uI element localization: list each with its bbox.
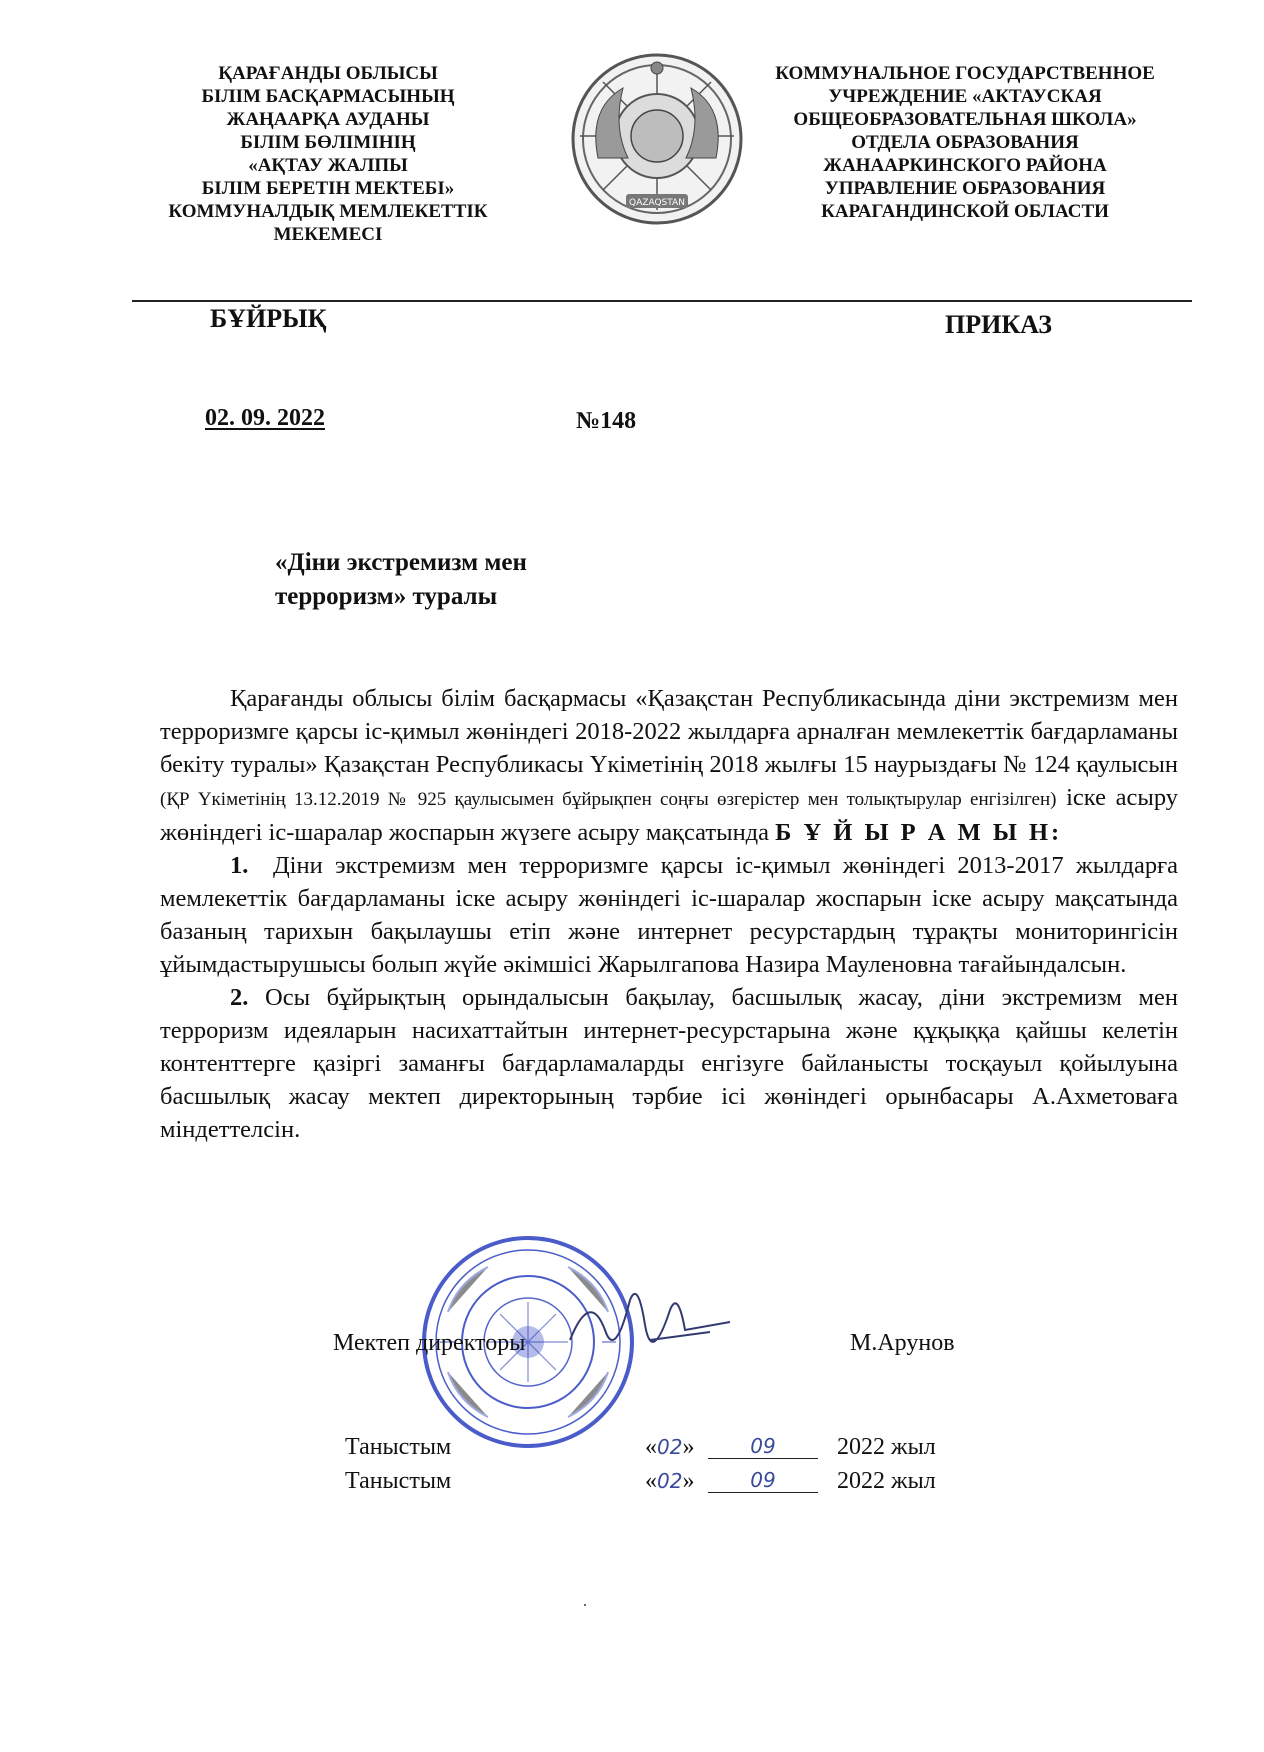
header-line: ЖАҢААРҚА АУДАНЫ <box>226 109 430 130</box>
header-line: КОММУНАЛЬНОЕ ГОСУДАРСТВЕННОЕ <box>775 63 1155 84</box>
order-word: Б Ұ Й Ы Р А М Ы Н: <box>775 819 1063 846</box>
scan-speck <box>584 1604 586 1606</box>
doc-body <box>160 682 1178 1146</box>
item-text: Діни экстремизм мен терроризмге қарсы іс-қимыл жөніндегі 2013-2017 жылдарға мемлекеттік бағдарламаны іске асыру жөніндегі іс-шаралар жоспарын іске асыру мақсатында базаның тарихын бақылаушы етіп және интернет ресурстардың тұрақты мониторингісін ұйымдастырушысы болып жүйе әкімшісі Жарылгапова Назира Мауленовна тағайындалсын. <box>160 852 1179 978</box>
intro-note: (ҚР Үкіметінің 13.12.2019 № 925 қаулысымен бұйрықпен соңғы өзгерістер мен толықтырулар енгізілген) <box>160 789 1057 810</box>
acknowledgement-row <box>345 1468 936 1495</box>
header-line: КОММУНАЛДЫҚ МЕМЛЕКЕТТІК <box>168 201 488 222</box>
item-text: Осы бұйрықтың орындалысын бақылау, басшылық жасау, діни экстремизм мен терроризм идеяларын насихаттайтын интернет-ресурстарына және құқыққа қайшы келетін контенттерге қазіргі заманғы бағдарламаларды енгізуге байланысты тосқауыл қойылуына басшылық жасау мектеп директорының тәрбие ісі жөніндегі орынбасары А.Ахметоваға міндеттелсін. <box>160 984 1178 1143</box>
ack-day-value: 02 <box>657 1435 683 1459</box>
header-line: БІЛІМ БАСҚАРМАСЫНЫҢ <box>201 86 455 107</box>
ack-label: Таныстым <box>345 1468 452 1494</box>
header-line: ЖАНААРКИНСКОГО РАЙОНА <box>823 155 1107 176</box>
ack-close-quote: » <box>682 1468 695 1494</box>
item-number: 1. <box>230 852 249 879</box>
header-line: БІЛІМ БӨЛІМІНІҢ <box>240 132 416 153</box>
item-number: 2. <box>230 984 249 1011</box>
header-line: ОБЩЕОБРАЗОВАТЕЛЬНАЯ ШКОЛА» <box>793 109 1137 130</box>
handwritten-signature-icon <box>560 1270 750 1390</box>
intro-end: іске асыру жөніндегі іс-шаралар жоспарын жүзеге асыру мақсатында <box>160 784 1178 846</box>
acknowledgement-row <box>345 1434 936 1461</box>
order-item-2 <box>160 981 1178 1146</box>
header-line: «АҚТАУ ЖАЛПЫ <box>248 155 408 176</box>
header-kazakh <box>138 62 518 246</box>
ack-month: 09 <box>708 1468 818 1493</box>
doc-number: №148 <box>576 408 637 434</box>
header-line: БІЛІМ БЕРЕТІН МЕКТЕБІ» <box>201 178 455 199</box>
subject-line: терроризм» туралы <box>275 583 498 610</box>
ack-day <box>645 1434 694 1461</box>
header-line: ҚАРАҒАНДЫ ОБЛЫСЫ <box>218 63 438 84</box>
header-russian <box>730 62 1200 223</box>
ack-year: 2022 жыл <box>837 1468 936 1494</box>
signatory-name: М.Арунов <box>850 1330 955 1356</box>
signatory-role: Мектеп директоры <box>333 1330 526 1356</box>
order-item-1 <box>160 849 1178 981</box>
ack-close-quote: » <box>682 1434 695 1460</box>
ack-label: Таныстым <box>345 1434 452 1460</box>
header-line: УЧРЕЖДЕНИЕ «АКТАУСКАЯ <box>828 86 1102 107</box>
header-line: МЕКЕМЕСІ <box>273 224 383 245</box>
doc-subject <box>275 546 527 614</box>
header-line: УПРАВЛЕНИЕ ОБРАЗОВАНИЯ <box>824 178 1106 199</box>
ack-open-quote: « <box>645 1468 657 1494</box>
subject-line: «Діни экстремизм мен <box>275 549 527 576</box>
ack-day-value: 02 <box>657 1469 683 1493</box>
ack-year: 2022 жыл <box>837 1434 936 1460</box>
intro-text: Қарағанды облысы білім басқармасы «Қазақстан Республикасында діни экстремизм мен терроризмге қарсы іс-қимыл жөніндегі 2018-2022 жылдарға арналған мемлекеттік бағдарламаны бекіту туралы» Қазақстан Республикасы Үкіметінің 2018 жылғы 15 наурыздағы № 124 қаулысын <box>160 685 1178 778</box>
emblem-text: QAZAQSTAN <box>629 198 685 208</box>
ack-day <box>645 1468 694 1495</box>
ack-month: 09 <box>708 1434 818 1459</box>
header-divider <box>132 300 1192 302</box>
header-line: ОТДЕЛА ОБРАЗОВАНИЯ <box>851 132 1079 153</box>
intro-paragraph <box>160 682 1178 849</box>
state-emblem-icon <box>568 48 746 230</box>
header-line: КАРАГАНДИНСКОЙ ОБЛАСТИ <box>821 201 1109 222</box>
doc-date: 02. 09. 2022 <box>205 405 325 431</box>
doc-title-kazakh: БҰЙРЫҚ <box>210 304 327 333</box>
doc-title-russian: ПРИКАЗ <box>945 310 1053 339</box>
ack-open-quote: « <box>645 1434 657 1460</box>
